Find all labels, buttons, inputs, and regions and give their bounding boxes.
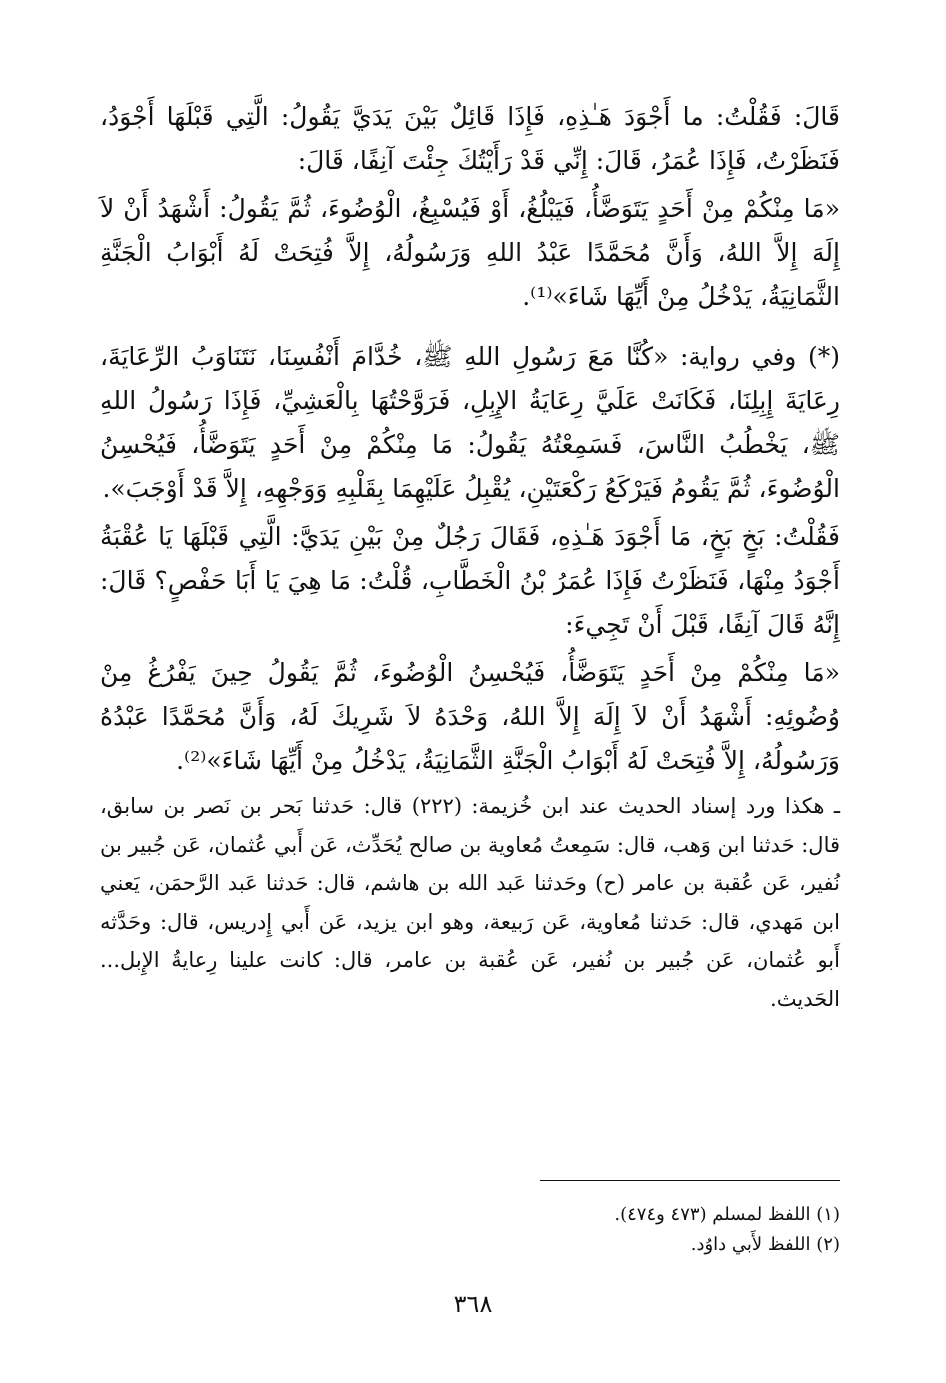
paragraph-hadith-2: «مَا مِنْكُمْ مِنْ أَحَدٍ يَتَوَضَّأُ، فَيُحْسِنُ الْوُضُوءَ، ثُمَّ يَقُولُ حِينَ يَفْرُغُ مِنْ وُضُوئِهِ: أَشْهَدُ أَنْ لاَ إِلَهَ إِلاَّ اللهُ، وَحْدَهُ لاَ شَرِيكَ لَهُ، وَأَنَّ مُحَمَّدًا عَبْدُهُ وَرَسُولُهُ، إِلاَّ فُتِحَتْ لَهُ أَبْوَابُ الْجَنَّةِ الثَّمَانِيَةُ، يَدْخُلُ مِنْ أَيِّهَا شَاءَ»⁽²⁾. bbox=[100, 658, 840, 775]
paragraph-narration-2: فَقُلْتُ: بَخٍ بَخٍ، مَا أَجْوَدَ هَـٰذِهِ، فَقَالَ رَجُلٌ مِنْ بَيْنِ يَدَيَّ: الَّتِي قَبْلَهَا يَا عُقْبَةُ أَجْوَدُ مِنْهَا، فَنَظَرْتُ فَإِذَا عُمَرُ بْنُ الْخَطَّابِ، قُلْتُ: مَا هِيَ يَا أَبَا حَفْصٍ؟ قَالَ: إِنَّهُ قَالَ آنِفًا، قَبْلَ أَنْ تَجِيءَ: bbox=[100, 522, 840, 639]
footnotes bbox=[440, 1200, 840, 1260]
paragraph-riwaya: (*) وفي رواية: «كُنَّا مَعَ رَسُولِ اللهِ ﷺ، خُدَّامَ أَنْفُسِنَا، نَتَنَاوَبُ الرِّعَايَةَ، رِعَايَةَ إِبِلِنَا، فَكَانَتْ عَلَيَّ رِعَايَةُ الإِبِلِ، فَرَوَّحْتُهَا بِالْعَشِيِّ، فَإِذَا رَسُولُ اللهِ ﷺ، يَخْطُبُ النَّاسَ، فَسَمِعْتُهُ يَقُولُ: مَا مِنْكُمْ مِنْ أَحَدٍ يَتَوَضَّأُ، فَيُحْسِنُ الْوُضُوءَ، ثُمَّ يَقُومُ فَيَرْكَعُ رَكْعَتَيْنِ، يُقْبِلُ عَلَيْهِمَا بِقَلْبِهِ وَوَجْهِهِ، إِلاَّ قَدْ أَوْجَبَ». bbox=[100, 342, 840, 503]
main-text bbox=[100, 95, 840, 1018]
paragraph-narration-1: قَالَ: فَقُلْتُ: ما أَجْوَدَ هَـٰذِهِ، فَإِذَا قَائِلٌ بَيْنَ يَدَيَّ يَقُولُ: الَّتِي قَبْلَهَا أَجْوَدُ، فَنَظَرْتُ، فَإِذَا عُمَرُ، قَالَ: إِنِّي قَدْ رَأَيْتُكَ جِئْتَ آنِفًا، قَالَ: bbox=[100, 102, 840, 175]
footnote-divider bbox=[540, 1180, 840, 1181]
paragraph-hadith-1: «مَا مِنْكُمْ مِنْ أَحَدٍ يَتَوَضَّأُ، فَيَبْلُغُ، أَوْ فَيُسْبِغُ، الْوُضُوءَ، ثُمَّ يَقُولُ: أَشْهَدُ أَنْ لاَ إِلَهَ إِلاَّ اللهُ، وَأَنَّ مُحَمَّدًا عَبْدُ اللهِ وَرَسُولُهُ، إِلاَّ فُتِحَتْ لَهُ أَبْوَابُ الْجَنَّةِ الثَّمَانِيَةُ، يَدْخُلُ مِنْ أَيِّهَا شَاءَ»⁽¹⁾. bbox=[100, 194, 840, 311]
footnote-1: (١) اللفظ لمسلم (٤٧٣ و٤٧٤). bbox=[614, 1204, 840, 1225]
paragraph-isnad: ـ هكذا ورد إسناد الحديث عند ابن خُزيمة: (٢٢٢) قال: حَدثنا بَحر بن نَصر بن سابق، قال: حَدثنا ابن وَهب، قال: سَمِعتُ مُعاوية بن صالح يُحَدِّث، عَن أَبي عُثمان، عَن جُبير بن نُفير، عَن عُقبة بن عامر (ح) وحَدثنا عَبد الله بن هاشم، قال: حَدثنا عَبد الرَّحمَن، يَعني ابن مَهدي، قال: حَدثنا مُعاوية، عَن رَبيعة، وهو ابن يزيد، عَن أَبي إِدريس، قال: وحَدَّثه أَبو عُثمان، عَن جُبير بن نُفير، عَن عُقبة بن عامر، قال: كانت علينا رِعايةُ الإِبل... الحَديث. bbox=[100, 794, 840, 1011]
page-number: ٣٦٨ bbox=[453, 1290, 493, 1318]
footnote-2: (٢) اللفظ لأَبي داوُد. bbox=[690, 1234, 840, 1255]
